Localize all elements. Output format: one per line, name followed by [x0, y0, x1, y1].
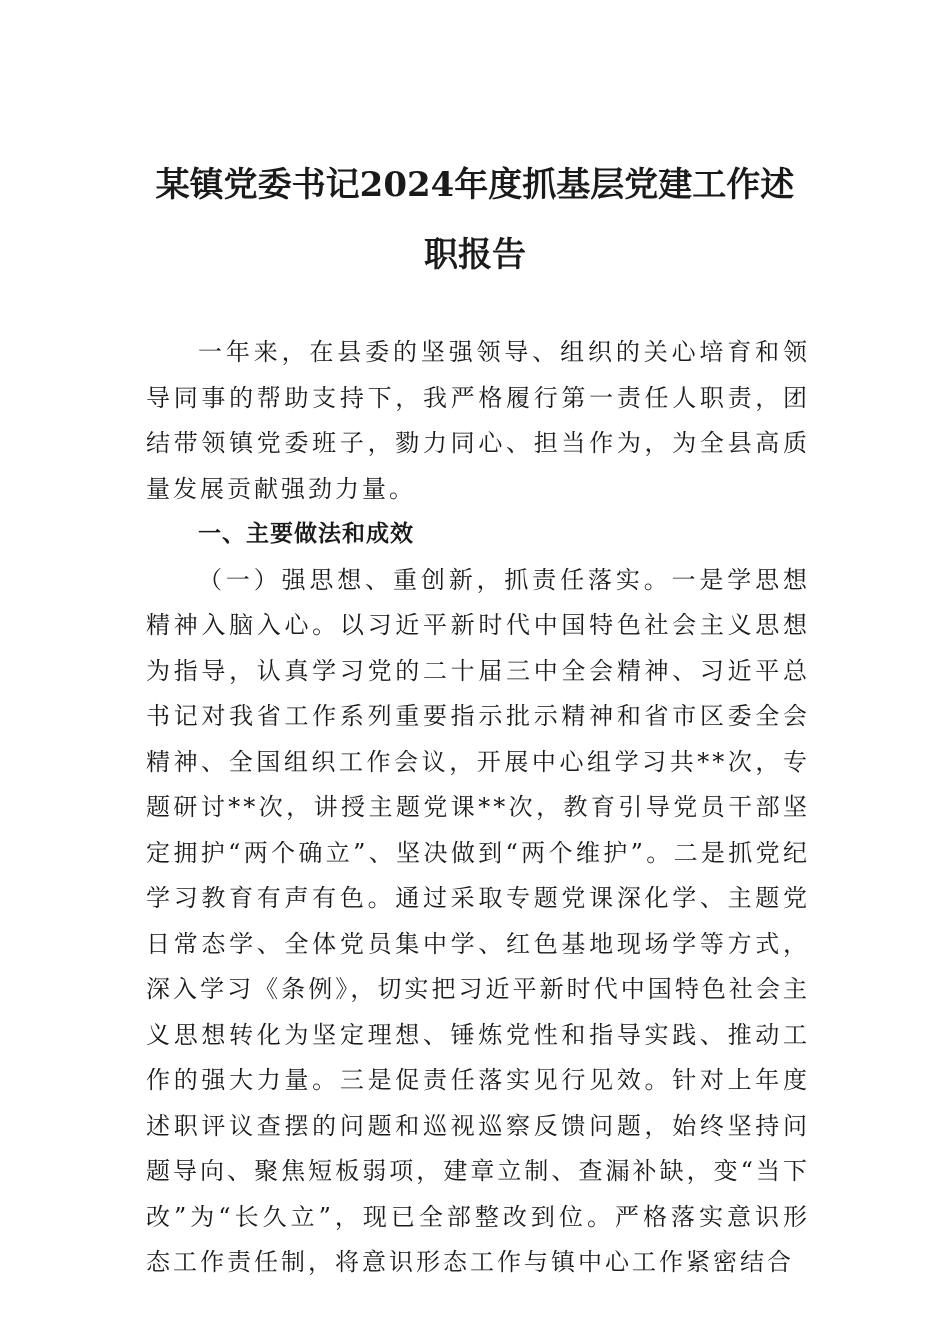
document-body: [146, 330, 810, 1286]
section-heading-1: 一、主要做法和成效: [198, 521, 414, 547]
intro-paragraph: 一年来，在县委的坚强领导、组织的关心培育和领导同事的帮助支持下，我严格履行第一责任人职责，团结带领镇党委班子，勠力同心、担当作为，为全县高质量发展贡献强劲力量。: [146, 338, 810, 503]
section-1-paragraph-1: （一）强思想、重创新，抓责任落实。一是学思想精神入脑入心。以习近平新时代中国特色社会主义思想为指导，认真学习党的二十届三中全会精神、习近平总书记对我省工作系列重要指示批示精神和省市区委全会精神、全国组织工作会议，开展中心组学习共**次，专题研讨**次，讲授主题党课**次，教育引导党员干部坚定拥护“两个确立”、坚决做到“两个维护”。二是抓党纪学习教育有声有色。通过采取专题党课深化学、主题党日常态学、全体党员集中学、红色基地现场学等方式，深入学习《条例》，切实把习近平新时代中国特色社会主义思想转化为坚定理想、锤炼党性和指导实践、推动工作的强大力量。三是促责任落实见行见效。针对上年度述职评议查摆的问题和巡视巡察反馈问题，始终坚持问题导向、聚焦短板弱项，建章立制、查漏补缺，变“当下改”为“长久立”，现已全部整改到位。严格落实意识形态工作责任制，将意识形态工作与镇中心工作紧密结合: [146, 565, 810, 1276]
document-title-line-2: 职报告: [424, 235, 526, 275]
document-title-line-1: 某镇党委书记2024年度抓基层党建工作述: [155, 165, 795, 205]
